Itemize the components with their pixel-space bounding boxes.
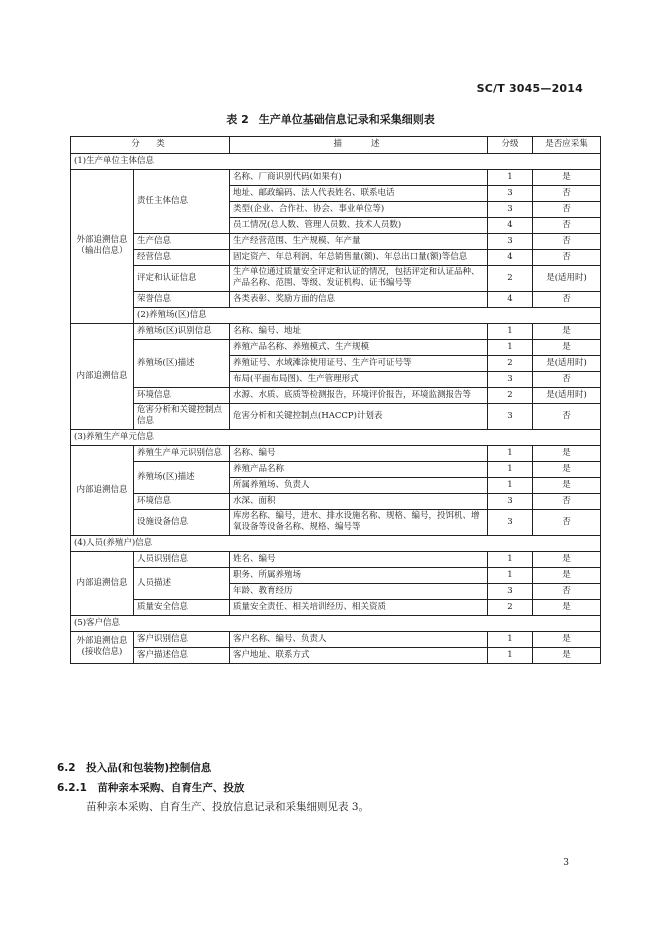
required-cell: 是(适用时) [533,387,601,403]
required-cell: 否 [533,291,601,307]
table-row [71,599,601,615]
description-cell: 水源、水质、底质等检测报告，环境评价报告，环境监测报告等 [230,387,488,403]
category-cell: 外部追溯信息(接收信息) [71,631,134,663]
description-cell: 名称、编号、地址 [230,323,488,339]
description-cell: 质量安全责任、相关培训经历、相关资质 [230,599,488,615]
section-title: (1)生产单位主体信息 [71,154,601,170]
required-cell: 是 [533,170,601,186]
description-cell: 名称、编号 [230,445,488,461]
table-row [71,509,601,535]
subcategory-cell: 养殖场(区)识别信息 [134,323,230,339]
required-cell: 否 [533,218,601,234]
table-row [71,170,601,186]
grade-cell: 2 [488,266,533,292]
subcategory-cell: 环境信息 [134,387,230,403]
grade-cell: 1 [488,631,533,647]
subcategory-cell: 荣誉信息 [134,291,230,307]
required-cell: 否 [533,250,601,266]
grade-cell: 1 [488,323,533,339]
grade-cell: 3 [488,583,533,599]
description-cell: 生产经营范围、生产规模、年产量 [230,234,488,250]
table-row [71,339,601,355]
required-cell: 否 [533,493,601,509]
subcategory-cell: 客户识别信息 [134,631,230,647]
description-cell: 地址、邮政编码、法人代表姓名、联系电话 [230,186,488,202]
description-cell: 客户地址、联系方式 [230,647,488,663]
grade-cell: 2 [488,355,533,371]
description-cell: 各类表彰、奖励方面的信息 [230,291,488,307]
required-cell: 是 [533,599,601,615]
grade-cell: 1 [488,477,533,493]
description-cell: 类型(企业、合作社、协会、事业单位等) [230,202,488,218]
subcategory-cell: 人员识别信息 [134,551,230,567]
table-row [71,631,601,647]
body-paragraph: 苗种亲本采购、自育生产、投放信息记录和采集细则见表 3。 [86,801,370,813]
description-cell: 布局(平面布局图)、生产管理形式 [230,371,488,387]
required-cell: 是 [533,551,601,567]
grade-cell: 3 [488,234,533,250]
subcategory-cell: 养殖场(区)描述 [134,461,230,493]
category-cell: 外部追溯信息（输出信息） [71,170,134,324]
required-cell: 是 [533,567,601,583]
grade-cell: 4 [488,250,533,266]
category-cell: 内部追溯信息 [71,551,134,615]
grade-cell: 1 [488,445,533,461]
description-cell: 养殖证号、水域滩涂使用证号、生产许可证号等 [230,355,488,371]
category-cell: 内部追溯信息 [71,323,134,429]
subcategory-cell: 生产信息 [134,234,230,250]
grade-cell: 1 [488,339,533,355]
table-header-row [71,137,601,154]
table-row [71,291,601,307]
description-cell: 危害分析和关键控制点(HACCP)计划表 [230,403,488,429]
table-row [71,234,601,250]
required-cell: 是 [533,461,601,477]
info-table [70,136,601,664]
grade-cell: 1 [488,647,533,663]
section-title: (3)养殖生产单元信息 [71,429,601,445]
table-title [0,111,661,127]
description-cell: 所属养殖场、负责人 [230,477,488,493]
subcategory-cell: 责任主体信息 [134,170,230,234]
table-row [71,403,601,429]
subcategory-cell: 经营信息 [134,250,230,266]
table-label: 表 2 [226,113,249,126]
col-header-description: 描 述 [230,137,488,154]
table-row [71,445,601,461]
table-row [71,266,601,292]
subcategory-cell: 养殖场(区)描述 [134,339,230,387]
grade-cell: 1 [488,551,533,567]
required-cell: 否 [533,186,601,202]
subcategory-cell: 客户描述信息 [134,647,230,663]
page-number: 3 [563,858,569,868]
subcategory-cell: 养殖生产单元识别信息 [134,445,230,461]
table-title-text: 生产单位基础信息记录和采集细则表 [258,113,435,126]
grade-cell: 1 [488,170,533,186]
table-row [71,551,601,567]
description-cell: 名称、厂商识别代码(如果有) [230,170,488,186]
grade-cell: 3 [488,493,533,509]
section-heading-6-2: 6.2 投入品(和包装物)控制信息 [57,762,212,774]
section-title: (5)客户信息 [71,615,601,631]
required-cell: 是(适用时) [533,266,601,292]
grade-cell: 1 [488,461,533,477]
required-cell: 否 [533,371,601,387]
description-cell: 客户名称、编号、负责人 [230,631,488,647]
standard-code: SC/T 3045—2014 [476,82,583,95]
col-header-category: 分 类 [71,137,230,154]
subcategory-cell: 人员描述 [134,567,230,599]
required-cell: 否 [533,202,601,218]
table-row [71,461,601,477]
required-cell: 是 [533,477,601,493]
section-title: (4)人员(养殖户)信息 [71,535,601,551]
required-cell: 否 [533,583,601,599]
subcategory-cell: 评定和认证信息 [134,266,230,292]
category-cell: 内部追溯信息 [71,445,134,535]
grade-cell: 1 [488,567,533,583]
grade-cell: 3 [488,202,533,218]
grade-cell: 3 [488,403,533,429]
required-cell: 是(适用时) [533,355,601,371]
table-row [71,323,601,339]
required-cell: 是 [533,631,601,647]
description-cell: 姓名、编号 [230,551,488,567]
description-cell: 生产单位通过质量安全评定和认证的情况，包括评定和认证品种、产品名称、范围、等级、发证机构、证书编号等 [230,266,488,292]
col-header-grade: 分级 [488,137,533,154]
table-row [71,250,601,266]
description-cell: 水深、面积 [230,493,488,509]
grade-cell: 4 [488,218,533,234]
grade-cell: 3 [488,509,533,535]
required-cell: 是 [533,445,601,461]
table-row [71,647,601,663]
grade-cell: 2 [488,599,533,615]
subcategory-cell: 质量安全信息 [134,599,230,615]
section-title: (2)养殖场(区)信息 [134,307,601,323]
description-cell: 养殖产品名称 [230,461,488,477]
subcategory-cell: 危害分析和关键控制点信息 [134,403,230,429]
required-cell: 否 [533,234,601,250]
required-cell: 是 [533,647,601,663]
required-cell: 是 [533,339,601,355]
table-row [71,387,601,403]
grade-cell: 2 [488,387,533,403]
col-header-required: 是否应采集 [533,137,601,154]
description-cell: 年龄、教育经历 [230,583,488,599]
subcategory-cell: 环境信息 [134,493,230,509]
description-cell: 员工情况(总人数、管理人员数、技术人员数) [230,218,488,234]
description-cell: 职务、所属养殖场 [230,567,488,583]
description-cell: 养殖产品名称、养殖模式、生产规模 [230,339,488,355]
required-cell: 是 [533,323,601,339]
table-row [71,493,601,509]
description-cell: 库房名称、编号，进水、排水设施名称、规格、编号，投饵机、增氧设备等设备名称、规格、编号等 [230,509,488,535]
grade-cell: 3 [488,186,533,202]
subcategory-cell: 设施设备信息 [134,509,230,535]
section-heading-6-2-1: 6.2.1 苗种亲本采购、自育生产、投放 [57,782,245,794]
required-cell: 否 [533,509,601,535]
grade-cell: 4 [488,291,533,307]
description-cell: 固定资产、年总利润、年总销售量(额)、年总出口量(额)等信息 [230,250,488,266]
table-row [71,567,601,583]
required-cell: 否 [533,403,601,429]
grade-cell: 3 [488,371,533,387]
